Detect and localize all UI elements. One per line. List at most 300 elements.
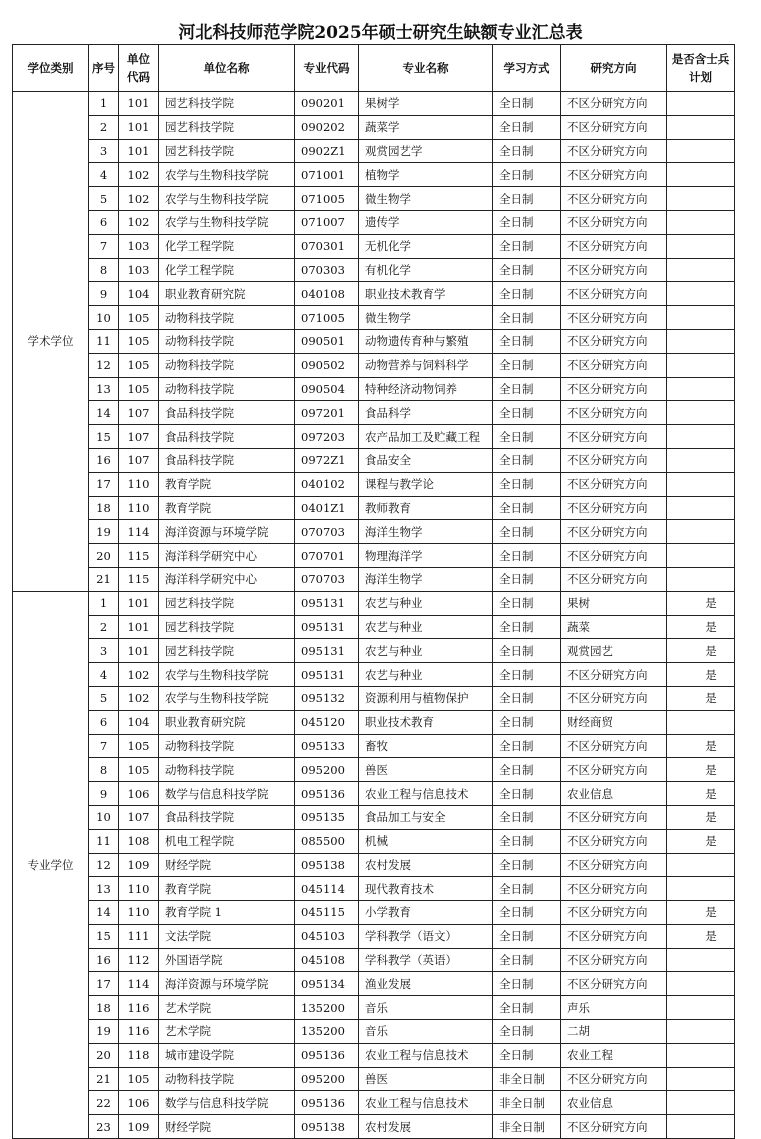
cell-major-code: 095134 (295, 972, 359, 996)
cell-unit-name: 城市建设学院 (159, 1043, 295, 1067)
cell-unit-name: 食品科技学院 (159, 425, 295, 449)
cell-major-code: 085500 (295, 829, 359, 853)
cell-study-mode: 全日制 (493, 663, 561, 687)
cell-major-code: 045114 (295, 877, 359, 901)
cell-seq: 1 (89, 591, 119, 615)
cell-direction: 不区分研究方向 (561, 496, 667, 520)
table-row (13, 948, 735, 972)
cell-unit-name: 机电工程学院 (159, 829, 295, 853)
cell-unit-name: 园艺科技学院 (159, 615, 295, 639)
cell-soldier-flag (667, 1067, 735, 1091)
cell-direction: 不区分研究方向 (561, 1067, 667, 1091)
cell-seq: 4 (89, 163, 119, 187)
cell-soldier-flag (667, 948, 735, 972)
cell-direction: 不区分研究方向 (561, 282, 667, 306)
cell-unit-code: 102 (119, 686, 159, 710)
table-row (13, 877, 735, 901)
cell-seq: 8 (89, 758, 119, 782)
cell-seq: 11 (89, 329, 119, 353)
table-row (13, 615, 735, 639)
table-row (13, 782, 735, 806)
cell-soldier-flag (667, 1091, 735, 1115)
table-row (13, 544, 735, 568)
cell-unit-name: 教育学院 (159, 472, 295, 496)
cell-major-code: 095136 (295, 1091, 359, 1115)
cell-study-mode: 全日制 (493, 139, 561, 163)
cell-major-name: 物理海洋学 (359, 544, 493, 568)
cell-soldier-flag (667, 92, 735, 116)
cell-unit-code: 101 (119, 591, 159, 615)
cell-study-mode: 全日制 (493, 520, 561, 544)
cell-major-code: 095136 (295, 782, 359, 806)
cell-major-code: 090501 (295, 329, 359, 353)
cell-unit-code: 102 (119, 663, 159, 687)
cell-direction: 不区分研究方向 (561, 520, 667, 544)
cell-major-code: 135200 (295, 996, 359, 1020)
cell-unit-code: 106 (119, 1091, 159, 1115)
cell-soldier-flag (667, 187, 735, 211)
cell-major-name: 农村发展 (359, 1115, 493, 1139)
cell-study-mode: 全日制 (493, 210, 561, 234)
table-row (13, 258, 735, 282)
table-row (13, 377, 735, 401)
cell-soldier-flag: 是 (667, 805, 735, 829)
cell-seq: 2 (89, 615, 119, 639)
table-row (13, 639, 735, 663)
cell-soldier-flag (667, 377, 735, 401)
cell-seq: 10 (89, 805, 119, 829)
cell-unit-name: 园艺科技学院 (159, 639, 295, 663)
cell-soldier-flag (667, 567, 735, 591)
cell-seq: 5 (89, 187, 119, 211)
cell-study-mode: 全日制 (493, 639, 561, 663)
cell-major-code: 090201 (295, 92, 359, 116)
cell-seq: 9 (89, 282, 119, 306)
cell-major-name: 植物学 (359, 163, 493, 187)
cell-unit-name: 动物科技学院 (159, 329, 295, 353)
table-row (13, 448, 735, 472)
cell-seq: 18 (89, 496, 119, 520)
table-row (13, 853, 735, 877)
cell-unit-code: 116 (119, 996, 159, 1020)
cell-unit-code: 109 (119, 1115, 159, 1139)
cell-major-name: 农业工程与信息技术 (359, 1043, 493, 1067)
cell-soldier-flag (667, 401, 735, 425)
cell-study-mode: 全日制 (493, 282, 561, 306)
cell-major-name: 音乐 (359, 996, 493, 1020)
cell-study-mode: 非全日制 (493, 1115, 561, 1139)
cell-unit-code: 101 (119, 139, 159, 163)
cell-major-name: 无机化学 (359, 234, 493, 258)
header-unit-name: 单位名称 (159, 45, 295, 92)
cell-seq: 23 (89, 1115, 119, 1139)
table-row (13, 329, 735, 353)
cell-seq: 17 (89, 472, 119, 496)
cell-seq: 15 (89, 924, 119, 948)
cell-soldier-flag (667, 353, 735, 377)
table-row (13, 734, 735, 758)
cell-seq: 16 (89, 948, 119, 972)
cell-unit-name: 动物科技学院 (159, 306, 295, 330)
cell-study-mode: 全日制 (493, 615, 561, 639)
cell-unit-code: 110 (119, 472, 159, 496)
cell-study-mode: 全日制 (493, 472, 561, 496)
cell-direction: 二胡 (561, 1020, 667, 1044)
cell-unit-code: 106 (119, 782, 159, 806)
cell-major-name: 农产品加工及贮藏工程 (359, 425, 493, 449)
cell-soldier-flag: 是 (667, 591, 735, 615)
cell-unit-code: 105 (119, 758, 159, 782)
cell-seq: 21 (89, 567, 119, 591)
cell-unit-name: 动物科技学院 (159, 377, 295, 401)
cell-unit-code: 102 (119, 163, 159, 187)
cell-direction: 不区分研究方向 (561, 258, 667, 282)
cell-unit-code: 109 (119, 853, 159, 877)
cell-unit-name: 食品科技学院 (159, 448, 295, 472)
cell-seq: 8 (89, 258, 119, 282)
cell-direction: 不区分研究方向 (561, 353, 667, 377)
header-category: 学位类别 (13, 45, 89, 92)
cell-direction: 不区分研究方向 (561, 877, 667, 901)
table-row (13, 901, 735, 925)
cell-seq: 20 (89, 544, 119, 568)
table-row (13, 805, 735, 829)
cell-study-mode: 全日制 (493, 329, 561, 353)
cell-soldier-flag (667, 425, 735, 449)
cell-direction: 不区分研究方向 (561, 972, 667, 996)
cell-major-code: 045108 (295, 948, 359, 972)
cell-study-mode: 全日制 (493, 924, 561, 948)
cell-soldier-flag (667, 210, 735, 234)
cell-unit-name: 园艺科技学院 (159, 591, 295, 615)
cell-unit-name: 农学与生物科技学院 (159, 187, 295, 211)
cell-major-code: 071005 (295, 306, 359, 330)
cell-major-name: 遗传学 (359, 210, 493, 234)
table-row (13, 282, 735, 306)
cell-seq: 11 (89, 829, 119, 853)
cell-study-mode: 全日制 (493, 972, 561, 996)
cell-direction: 不区分研究方向 (561, 829, 667, 853)
cell-unit-name: 园艺科技学院 (159, 115, 295, 139)
cell-study-mode: 全日制 (493, 353, 561, 377)
cell-study-mode: 全日制 (493, 401, 561, 425)
cell-direction: 不区分研究方向 (561, 115, 667, 139)
cell-study-mode: 全日制 (493, 187, 561, 211)
cell-unit-name: 农学与生物科技学院 (159, 663, 295, 687)
cell-seq: 4 (89, 663, 119, 687)
cell-major-name: 农艺与种业 (359, 639, 493, 663)
cell-soldier-flag: 是 (667, 829, 735, 853)
cell-major-code: 095138 (295, 1115, 359, 1139)
cell-unit-name: 教育学院 1 (159, 901, 295, 925)
cell-soldier-flag (667, 472, 735, 496)
cell-direction: 不区分研究方向 (561, 448, 667, 472)
header-major-name: 专业名称 (359, 45, 493, 92)
cell-major-code: 0902Z1 (295, 139, 359, 163)
cell-major-name: 农村发展 (359, 853, 493, 877)
cell-soldier-flag: 是 (667, 663, 735, 687)
page-title: 河北科技师范学院2025年硕士研究生缺额专业汇总表 (178, 23, 583, 43)
cell-major-code: 045120 (295, 710, 359, 734)
cell-seq: 22 (89, 1091, 119, 1115)
table-row (13, 1020, 735, 1044)
cell-study-mode: 全日制 (493, 1020, 561, 1044)
cell-major-name: 动物遗传育种与繁殖 (359, 329, 493, 353)
cell-major-code: 095132 (295, 686, 359, 710)
cell-unit-name: 海洋科学研究中心 (159, 567, 295, 591)
cell-major-code: 071001 (295, 163, 359, 187)
cell-major-code: 070703 (295, 567, 359, 591)
cell-seq: 19 (89, 1020, 119, 1044)
table-row (13, 234, 735, 258)
cell-study-mode: 全日制 (493, 306, 561, 330)
cell-unit-code: 107 (119, 448, 159, 472)
cell-unit-code: 115 (119, 544, 159, 568)
cell-major-code: 095135 (295, 805, 359, 829)
cell-major-name: 有机化学 (359, 258, 493, 282)
cell-unit-code: 107 (119, 425, 159, 449)
cell-major-name: 动物营养与饲料科学 (359, 353, 493, 377)
cell-soldier-flag (667, 544, 735, 568)
cell-seq: 10 (89, 306, 119, 330)
cell-seq: 13 (89, 377, 119, 401)
cell-soldier-flag (667, 972, 735, 996)
cell-unit-name: 职业教育研究院 (159, 710, 295, 734)
cell-major-code: 070303 (295, 258, 359, 282)
cell-unit-name: 艺术学院 (159, 996, 295, 1020)
cell-direction: 不区分研究方向 (561, 139, 667, 163)
cell-unit-name: 海洋资源与环境学院 (159, 520, 295, 544)
cell-unit-code: 101 (119, 639, 159, 663)
table-row (13, 187, 735, 211)
cell-direction: 不区分研究方向 (561, 1115, 667, 1139)
cell-unit-name: 动物科技学院 (159, 353, 295, 377)
cell-major-code: 045115 (295, 901, 359, 925)
cell-major-code: 0972Z1 (295, 448, 359, 472)
cell-study-mode: 全日制 (493, 163, 561, 187)
table-row (13, 520, 735, 544)
table-row (13, 496, 735, 520)
table-row (13, 1091, 735, 1115)
cell-unit-code: 101 (119, 615, 159, 639)
cell-soldier-flag (667, 520, 735, 544)
cell-direction: 声乐 (561, 996, 667, 1020)
cell-study-mode: 全日制 (493, 234, 561, 258)
cell-major-name: 职业技术教育学 (359, 282, 493, 306)
cell-soldier-flag: 是 (667, 639, 735, 663)
table-row (13, 996, 735, 1020)
cell-unit-name: 职业教育研究院 (159, 282, 295, 306)
cell-study-mode: 全日制 (493, 448, 561, 472)
cell-unit-code: 111 (119, 924, 159, 948)
cell-unit-code: 118 (119, 1043, 159, 1067)
cell-major-code: 040102 (295, 472, 359, 496)
cell-soldier-flag (667, 163, 735, 187)
cell-direction: 不区分研究方向 (561, 377, 667, 401)
cell-direction: 果树 (561, 591, 667, 615)
cell-major-name: 微生物学 (359, 306, 493, 330)
cell-major-code: 095131 (295, 591, 359, 615)
cell-unit-code: 105 (119, 329, 159, 353)
table-row (13, 567, 735, 591)
cell-soldier-flag: 是 (667, 901, 735, 925)
cell-study-mode: 全日制 (493, 734, 561, 758)
cell-major-code: 070703 (295, 520, 359, 544)
cell-major-name: 资源利用与植物保护 (359, 686, 493, 710)
cell-seq: 18 (89, 996, 119, 1020)
cell-major-name: 微生物学 (359, 187, 493, 211)
cell-major-name: 课程与教学论 (359, 472, 493, 496)
cell-major-code: 090504 (295, 377, 359, 401)
cell-unit-name: 园艺科技学院 (159, 139, 295, 163)
cell-direction: 不区分研究方向 (561, 472, 667, 496)
cell-seq: 12 (89, 853, 119, 877)
cell-direction: 不区分研究方向 (561, 92, 667, 116)
cell-study-mode: 全日制 (493, 805, 561, 829)
cell-direction: 不区分研究方向 (561, 758, 667, 782)
cell-unit-name: 财经学院 (159, 853, 295, 877)
cell-seq: 9 (89, 782, 119, 806)
cell-seq: 14 (89, 901, 119, 925)
cell-direction: 蔬菜 (561, 615, 667, 639)
cell-unit-code: 105 (119, 353, 159, 377)
header-study-mode: 学习方式 (493, 45, 561, 92)
cell-seq: 16 (89, 448, 119, 472)
cell-study-mode: 全日制 (493, 901, 561, 925)
cell-unit-code: 105 (119, 1067, 159, 1091)
vacancy-table (12, 44, 735, 1139)
cell-study-mode: 全日制 (493, 496, 561, 520)
table-row (13, 425, 735, 449)
cell-soldier-flag (667, 710, 735, 734)
cell-unit-code: 114 (119, 520, 159, 544)
cell-study-mode: 全日制 (493, 710, 561, 734)
table-row (13, 163, 735, 187)
cell-unit-name: 动物科技学院 (159, 734, 295, 758)
cell-unit-name: 食品科技学院 (159, 805, 295, 829)
table-row (13, 353, 735, 377)
cell-soldier-flag (667, 448, 735, 472)
cell-direction: 不区分研究方向 (561, 924, 667, 948)
cell-study-mode: 全日制 (493, 948, 561, 972)
header-seq: 序号 (89, 45, 119, 92)
cell-unit-code: 115 (119, 567, 159, 591)
table-row (13, 591, 735, 615)
cell-major-name: 兽医 (359, 758, 493, 782)
cell-direction: 不区分研究方向 (561, 187, 667, 211)
cell-major-code: 097201 (295, 401, 359, 425)
cell-seq: 6 (89, 710, 119, 734)
table-row (13, 686, 735, 710)
cell-unit-code: 103 (119, 234, 159, 258)
cell-study-mode: 全日制 (493, 877, 561, 901)
cell-unit-name: 动物科技学院 (159, 1067, 295, 1091)
cell-unit-name: 教育学院 (159, 877, 295, 901)
table-row (13, 115, 735, 139)
cell-major-name: 畜牧 (359, 734, 493, 758)
cell-seq: 17 (89, 972, 119, 996)
cell-major-name: 兽医 (359, 1067, 493, 1091)
cell-major-code: 095200 (295, 758, 359, 782)
cell-unit-code: 105 (119, 734, 159, 758)
header-unit-code: 单位代码 (119, 45, 159, 92)
cell-soldier-flag (667, 1115, 735, 1139)
cell-unit-code: 110 (119, 496, 159, 520)
cell-major-code: 095136 (295, 1043, 359, 1067)
cell-study-mode: 全日制 (493, 115, 561, 139)
cell-seq: 12 (89, 353, 119, 377)
cell-unit-code: 101 (119, 92, 159, 116)
cell-direction: 不区分研究方向 (561, 306, 667, 330)
cell-major-code: 071007 (295, 210, 359, 234)
cell-study-mode: 全日制 (493, 1043, 561, 1067)
cell-study-mode: 非全日制 (493, 1091, 561, 1115)
cell-unit-name: 化学工程学院 (159, 234, 295, 258)
cell-seq: 15 (89, 425, 119, 449)
cell-study-mode: 全日制 (493, 758, 561, 782)
cell-major-name: 观赏园艺学 (359, 139, 493, 163)
cell-seq: 1 (89, 92, 119, 116)
cell-major-code: 070301 (295, 234, 359, 258)
cell-soldier-flag (667, 996, 735, 1020)
cell-soldier-flag (667, 306, 735, 330)
table-header-row (13, 45, 735, 92)
table-row (13, 472, 735, 496)
cell-major-name: 特种经济动物饲养 (359, 377, 493, 401)
cell-soldier-flag: 是 (667, 782, 735, 806)
cell-study-mode: 全日制 (493, 853, 561, 877)
cell-soldier-flag (667, 139, 735, 163)
table-row (13, 758, 735, 782)
cell-major-code: 095138 (295, 853, 359, 877)
cell-major-code: 040108 (295, 282, 359, 306)
cell-study-mode: 全日制 (493, 996, 561, 1020)
cell-seq: 21 (89, 1067, 119, 1091)
cell-study-mode: 全日制 (493, 377, 561, 401)
cell-major-name: 食品加工与安全 (359, 805, 493, 829)
cell-unit-code: 102 (119, 210, 159, 234)
cell-major-name: 音乐 (359, 1020, 493, 1044)
cell-major-name: 食品科学 (359, 401, 493, 425)
cell-major-code: 045103 (295, 924, 359, 948)
cell-direction: 不区分研究方向 (561, 663, 667, 687)
table-row (13, 924, 735, 948)
cell-soldier-flag (667, 1020, 735, 1044)
cell-seq: 7 (89, 234, 119, 258)
cell-seq: 19 (89, 520, 119, 544)
cell-unit-code: 110 (119, 901, 159, 925)
cell-major-name: 教师教育 (359, 496, 493, 520)
cell-soldier-flag (667, 329, 735, 353)
cell-unit-code: 104 (119, 710, 159, 734)
table-row (13, 210, 735, 234)
cell-study-mode: 全日制 (493, 686, 561, 710)
cell-major-name: 农业工程与信息技术 (359, 1091, 493, 1115)
table-row (13, 972, 735, 996)
cell-seq: 7 (89, 734, 119, 758)
cell-direction: 不区分研究方向 (561, 329, 667, 353)
cell-direction: 不区分研究方向 (561, 567, 667, 591)
cell-soldier-flag (667, 877, 735, 901)
table-row (13, 1043, 735, 1067)
cell-direction: 不区分研究方向 (561, 234, 667, 258)
cell-unit-code: 116 (119, 1020, 159, 1044)
cell-unit-name: 海洋资源与环境学院 (159, 972, 295, 996)
cell-major-name: 农艺与种业 (359, 663, 493, 687)
cell-soldier-flag (667, 282, 735, 306)
cell-major-code: 071005 (295, 187, 359, 211)
cell-unit-code: 114 (119, 972, 159, 996)
